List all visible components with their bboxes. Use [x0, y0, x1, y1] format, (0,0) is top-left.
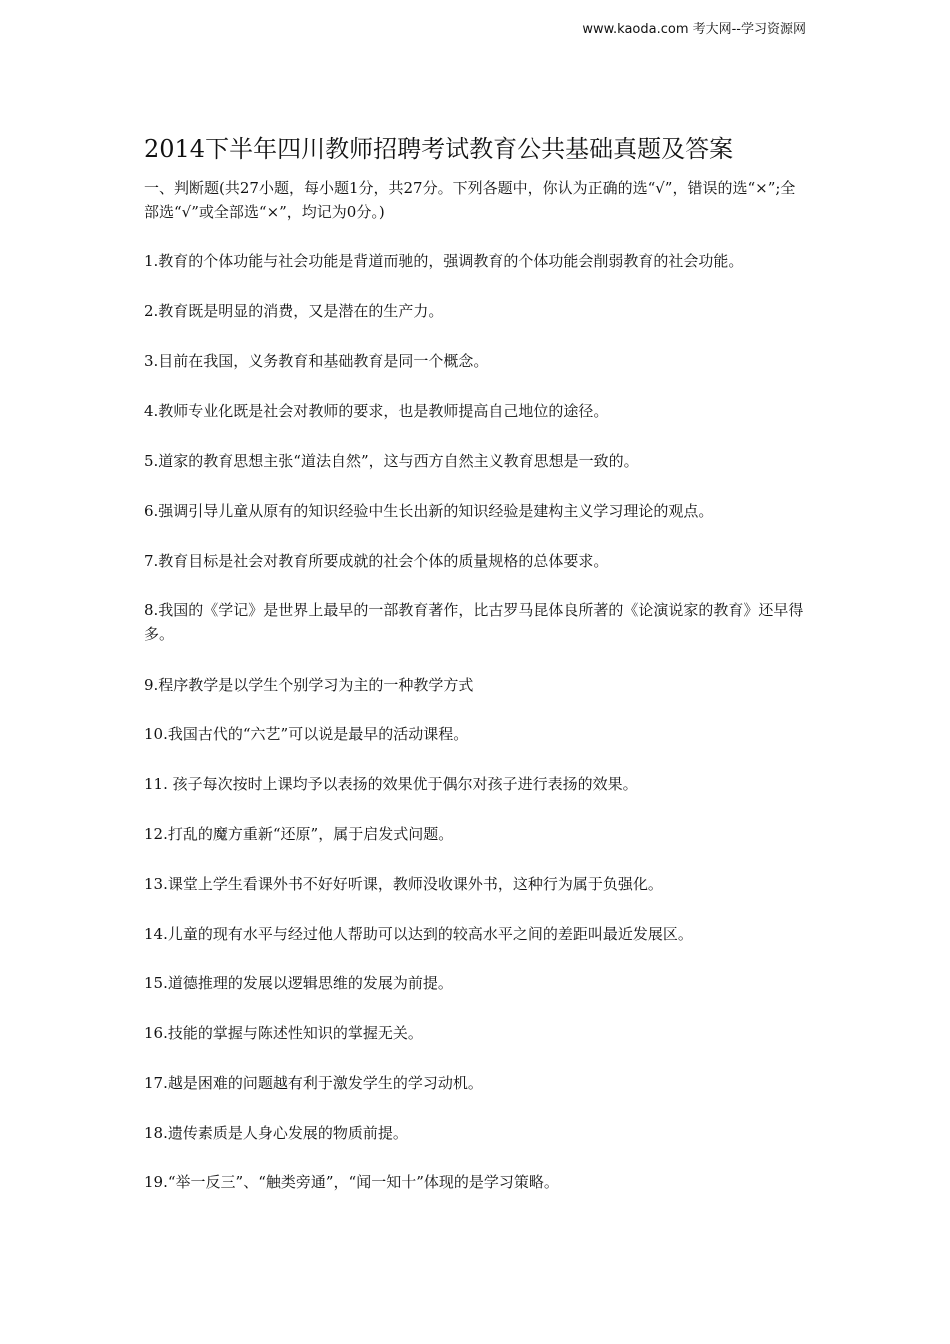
question-item: 11. 孩子每次按时上课均予以表扬的效果优于偶尔对孩子进行表扬的效果。 [144, 775, 638, 793]
question-item: 1.教育的个体功能与社会功能是背道而驰的，强调教育的个体功能会削弱教育的社会功能。 [144, 252, 744, 270]
question-item: 16.技能的掌握与陈述性知识的掌握无关。 [144, 1024, 423, 1042]
document-title: 2014下半年四川教师招聘考试教育公共基础真题及答案 [144, 135, 734, 163]
page-header-watermark: www.kaoda.com 考大网--学习资源网 [582, 22, 806, 37]
question-item: 9.程序教学是以学生个别学习为主的一种教学方式 [144, 676, 474, 694]
question-item: 15.道德推理的发展以逻辑思维的发展为前提。 [144, 974, 453, 992]
section-instructions: 一、判断题(共27小题，每小题1分，共27分。下列各题中，你认为正确的选“√”，错误的选“×”;全部选“√”或全部选“×”，均记为0分。) [144, 179, 796, 221]
question-item: 19.“举一反三”、“触类旁通”，“闻一知十”体现的是学习策略。 [144, 1173, 559, 1191]
question-item: 12.打乱的魔方重新“还原”，属于启发式问题。 [144, 825, 454, 843]
question-item: 6.强调引导儿童从原有的知识经验中生长出新的知识经验是建构主义学习理论的观点。 [144, 502, 714, 520]
question-item: 3.目前在我国，义务教育和基础教育是同一个概念。 [144, 352, 489, 370]
question-item: 2.教育既是明显的消费，又是潜在的生产力。 [144, 302, 444, 320]
question-item: 4.教师专业化既是社会对教师的要求，也是教师提高自己地位的途径。 [144, 402, 609, 420]
question-item: 14.儿童的现有水平与经过他人帮助可以达到的较高水平之间的差距叫最近发展区。 [144, 925, 693, 943]
question-item: 10.我国古代的“六艺”可以说是最早的活动课程。 [144, 725, 469, 743]
question-item: 17.越是困难的问题越有利于激发学生的学习动机。 [144, 1074, 483, 1092]
question-item: 18.遗传素质是人身心发展的物质前提。 [144, 1124, 408, 1142]
question-item: 5.道家的教育思想主张“道法自然”，这与西方自然主义教育思想是一致的。 [144, 452, 639, 470]
question-item: 7.教育目标是社会对教育所要成就的社会个体的质量规格的总体要求。 [144, 552, 609, 570]
question-item: 8.我国的《学记》是世界上最早的一部教育著作，比古罗马昆体良所著的《论演说家的教育》还早得多。 [144, 601, 804, 643]
question-item: 13.课堂上学生看课外书不好好听课，教师没收课外书，这种行为属于负强化。 [144, 875, 663, 893]
